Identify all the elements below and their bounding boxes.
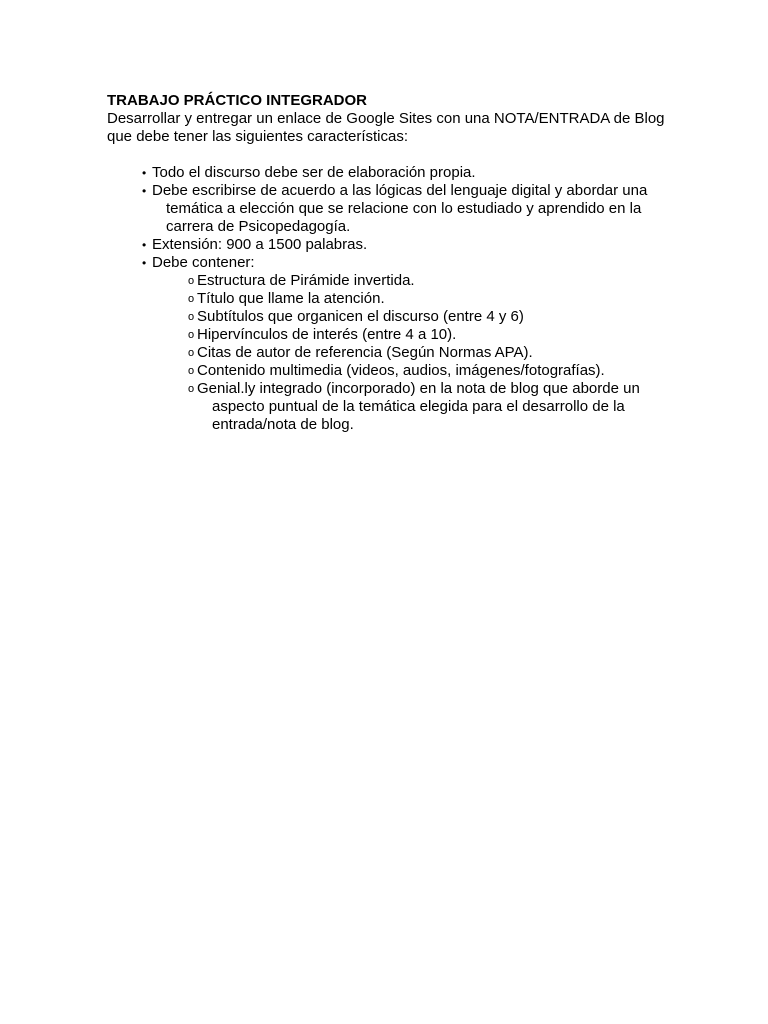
sub-list-item [107, 272, 667, 290]
sub-list-item [107, 344, 667, 362]
list-item [107, 182, 667, 236]
circle-bullet-icon: o [188, 275, 195, 287]
sub-list-item-text: Hipervínculos de interés (entre 4 a 10). [197, 326, 457, 343]
bullet-icon: • [142, 166, 147, 180]
bullet-icon: • [142, 256, 147, 270]
sub-list-item [107, 362, 667, 380]
sub-list-item-text: Título que llame la atención. [197, 290, 385, 307]
circle-bullet-icon: o [188, 329, 195, 341]
requirements-list [107, 164, 667, 272]
circle-bullet-icon: o [188, 293, 195, 305]
circle-bullet-icon: o [188, 347, 195, 359]
sub-list-item [107, 326, 667, 344]
list-item-text: Todo el discurso debe ser de elaboración propia. [152, 164, 476, 181]
sub-list-item [107, 380, 667, 434]
sub-list-item-text: Genial.ly integrado (incorporado) en la nota de blog que aborde un aspecto puntual de la temática elegida para el desarrollo de la entrada/nota de blog. [197, 380, 640, 433]
document-title: TRABAJO PRÁCTICO INTEGRADOR [107, 92, 368, 109]
list-item [107, 164, 667, 182]
list-item [107, 236, 667, 254]
document-body [107, 92, 667, 434]
circle-bullet-icon: o [188, 383, 195, 395]
list-item-text: Extensión: 900 a 1500 palabras. [152, 236, 368, 253]
sub-list-item-text: Contenido multimedia (videos, audios, imágenes/fotografías). [197, 362, 605, 379]
contents-sublist [107, 272, 667, 434]
bullet-icon: • [142, 238, 147, 252]
document-intro: Desarrollar y entregar un enlace de Google Sites con una NOTA/ENTRADA de Blog que debe tener las siguientes características: [107, 110, 665, 145]
list-item-text: Debe contener: [152, 254, 255, 271]
list-item-text: Debe escribirse de acuerdo a las lógicas del lenguaje digital y abordar una temática a elección que se relacione con lo estudiado y aprendido en la carrera de Psicopedagogía. [152, 182, 648, 235]
sub-list-item-text: Subtítulos que organicen el discurso (entre 4 y 6) [197, 308, 524, 325]
sub-list-item-text: Estructura de Pirámide invertida. [197, 272, 415, 289]
bullet-icon: • [142, 184, 147, 198]
list-item [107, 254, 667, 272]
sub-list-item [107, 308, 667, 326]
sub-list-item [107, 290, 667, 308]
circle-bullet-icon: o [188, 311, 195, 323]
circle-bullet-icon: o [188, 365, 195, 377]
sub-list-item-text: Citas de autor de referencia (Según Normas APA). [197, 344, 533, 361]
